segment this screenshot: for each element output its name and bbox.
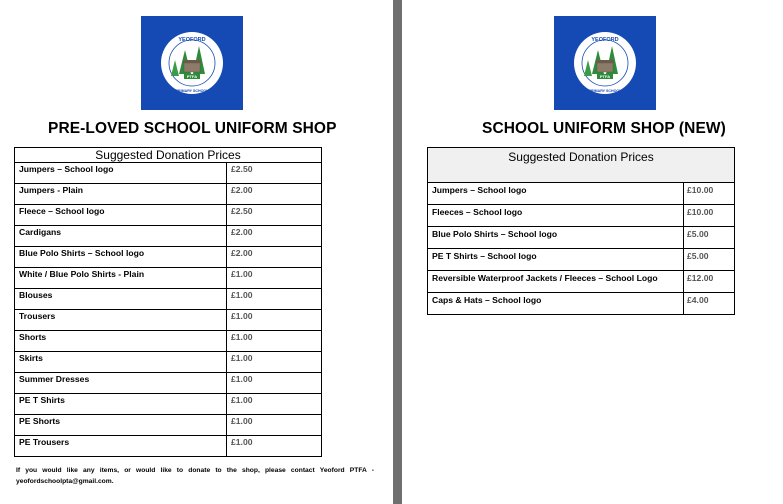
item-price: £1.00 — [227, 373, 322, 394]
item-price: £1.00 — [227, 331, 322, 352]
item-name: PE T Shirts – School logo — [428, 249, 684, 271]
item-price: £12.00 — [684, 271, 735, 293]
item-price: £10.00 — [684, 205, 735, 227]
item-price: £1.00 — [227, 436, 322, 457]
table-row — [428, 227, 735, 249]
item-name: Caps & Hats – School logo — [428, 293, 684, 315]
item-price: £1.00 — [227, 352, 322, 373]
item-name: Fleece – School logo — [15, 205, 227, 226]
table-row — [15, 331, 322, 352]
table-row — [15, 226, 322, 247]
table-row — [15, 247, 322, 268]
item-price: £1.00 — [227, 289, 322, 310]
item-name: PE Trousers — [15, 436, 227, 457]
item-price: £1.00 — [227, 415, 322, 436]
item-price: £1.00 — [227, 310, 322, 331]
item-price: £1.00 — [227, 394, 322, 415]
table-row — [15, 268, 322, 289]
item-name: Cardigans — [15, 226, 227, 247]
logo-bottom-text: PRIMARY SCHOOL — [175, 89, 209, 93]
logo-badge-text: PTFA — [186, 74, 198, 79]
logo-badge-text: PTFA — [599, 74, 611, 79]
item-price: £10.00 — [684, 183, 735, 205]
table-row — [428, 249, 735, 271]
table-header: Suggested Donation Prices — [428, 148, 735, 183]
table-row — [15, 184, 322, 205]
logo-top-text: YEOFORD — [591, 37, 619, 43]
item-price: £2.00 — [227, 247, 322, 268]
table-row — [15, 289, 322, 310]
item-price: £2.50 — [227, 163, 322, 184]
table-header: Suggested Donation Prices — [15, 148, 322, 163]
item-price: £5.00 — [684, 227, 735, 249]
table-row — [428, 271, 735, 293]
item-price: £2.50 — [227, 205, 322, 226]
table-row — [428, 205, 735, 227]
item-name: Jumpers – School logo — [15, 163, 227, 184]
donation-price-table — [14, 147, 322, 457]
school-badge-icon — [554, 16, 656, 110]
table-row — [15, 163, 322, 184]
table-row — [15, 436, 322, 457]
item-name: Blue Polo Shirts – School logo — [428, 227, 684, 249]
table-row — [15, 310, 322, 331]
item-name: Blue Polo Shirts – School logo — [15, 247, 227, 268]
school-badge-icon — [141, 16, 243, 110]
item-price: £5.00 — [684, 249, 735, 271]
table-row — [15, 394, 322, 415]
table-row — [15, 352, 322, 373]
item-name: PE Shorts — [15, 415, 227, 436]
item-name: Shorts — [15, 331, 227, 352]
item-name: PE T Shirts — [15, 394, 227, 415]
table-row — [428, 293, 735, 315]
item-name: Trousers — [15, 310, 227, 331]
item-name: Reversible Waterproof Jackets / Fleeces – School Logo — [428, 271, 684, 293]
table-row — [15, 205, 322, 226]
item-name: Skirts — [15, 352, 227, 373]
logo-bottom-text: PRIMARY SCHOOL — [588, 89, 622, 93]
item-price: £2.00 — [227, 184, 322, 205]
table-row — [15, 373, 322, 394]
contact-footer: If you would like any items, or would like to donate to the shop, please contact Yeoford PTFA - yeofordschoolpta@gmail.com. — [16, 467, 374, 485]
logo-top-text: YEOFORD — [178, 37, 206, 43]
item-price: £2.00 — [227, 226, 322, 247]
item-price: £1.00 — [227, 268, 322, 289]
item-name: White / Blue Polo Shirts - Plain — [15, 268, 227, 289]
item-price: £4.00 — [684, 293, 735, 315]
item-name: Blouses — [15, 289, 227, 310]
page-title: PRE-LOVED SCHOOL UNIFORM SHOP — [48, 120, 337, 137]
item-name: Summer Dresses — [15, 373, 227, 394]
school-logo — [141, 16, 243, 110]
school-logo — [554, 16, 656, 110]
item-name: Jumpers – School logo — [428, 183, 684, 205]
right-page — [402, 0, 783, 504]
table-row — [428, 183, 735, 205]
page-title: SCHOOL UNIFORM SHOP (NEW) — [482, 120, 726, 137]
item-name: Fleeces – School logo — [428, 205, 684, 227]
donation-price-table — [427, 147, 735, 315]
table-row — [15, 415, 322, 436]
page-divider — [393, 0, 402, 504]
item-name: Jumpers - Plain — [15, 184, 227, 205]
